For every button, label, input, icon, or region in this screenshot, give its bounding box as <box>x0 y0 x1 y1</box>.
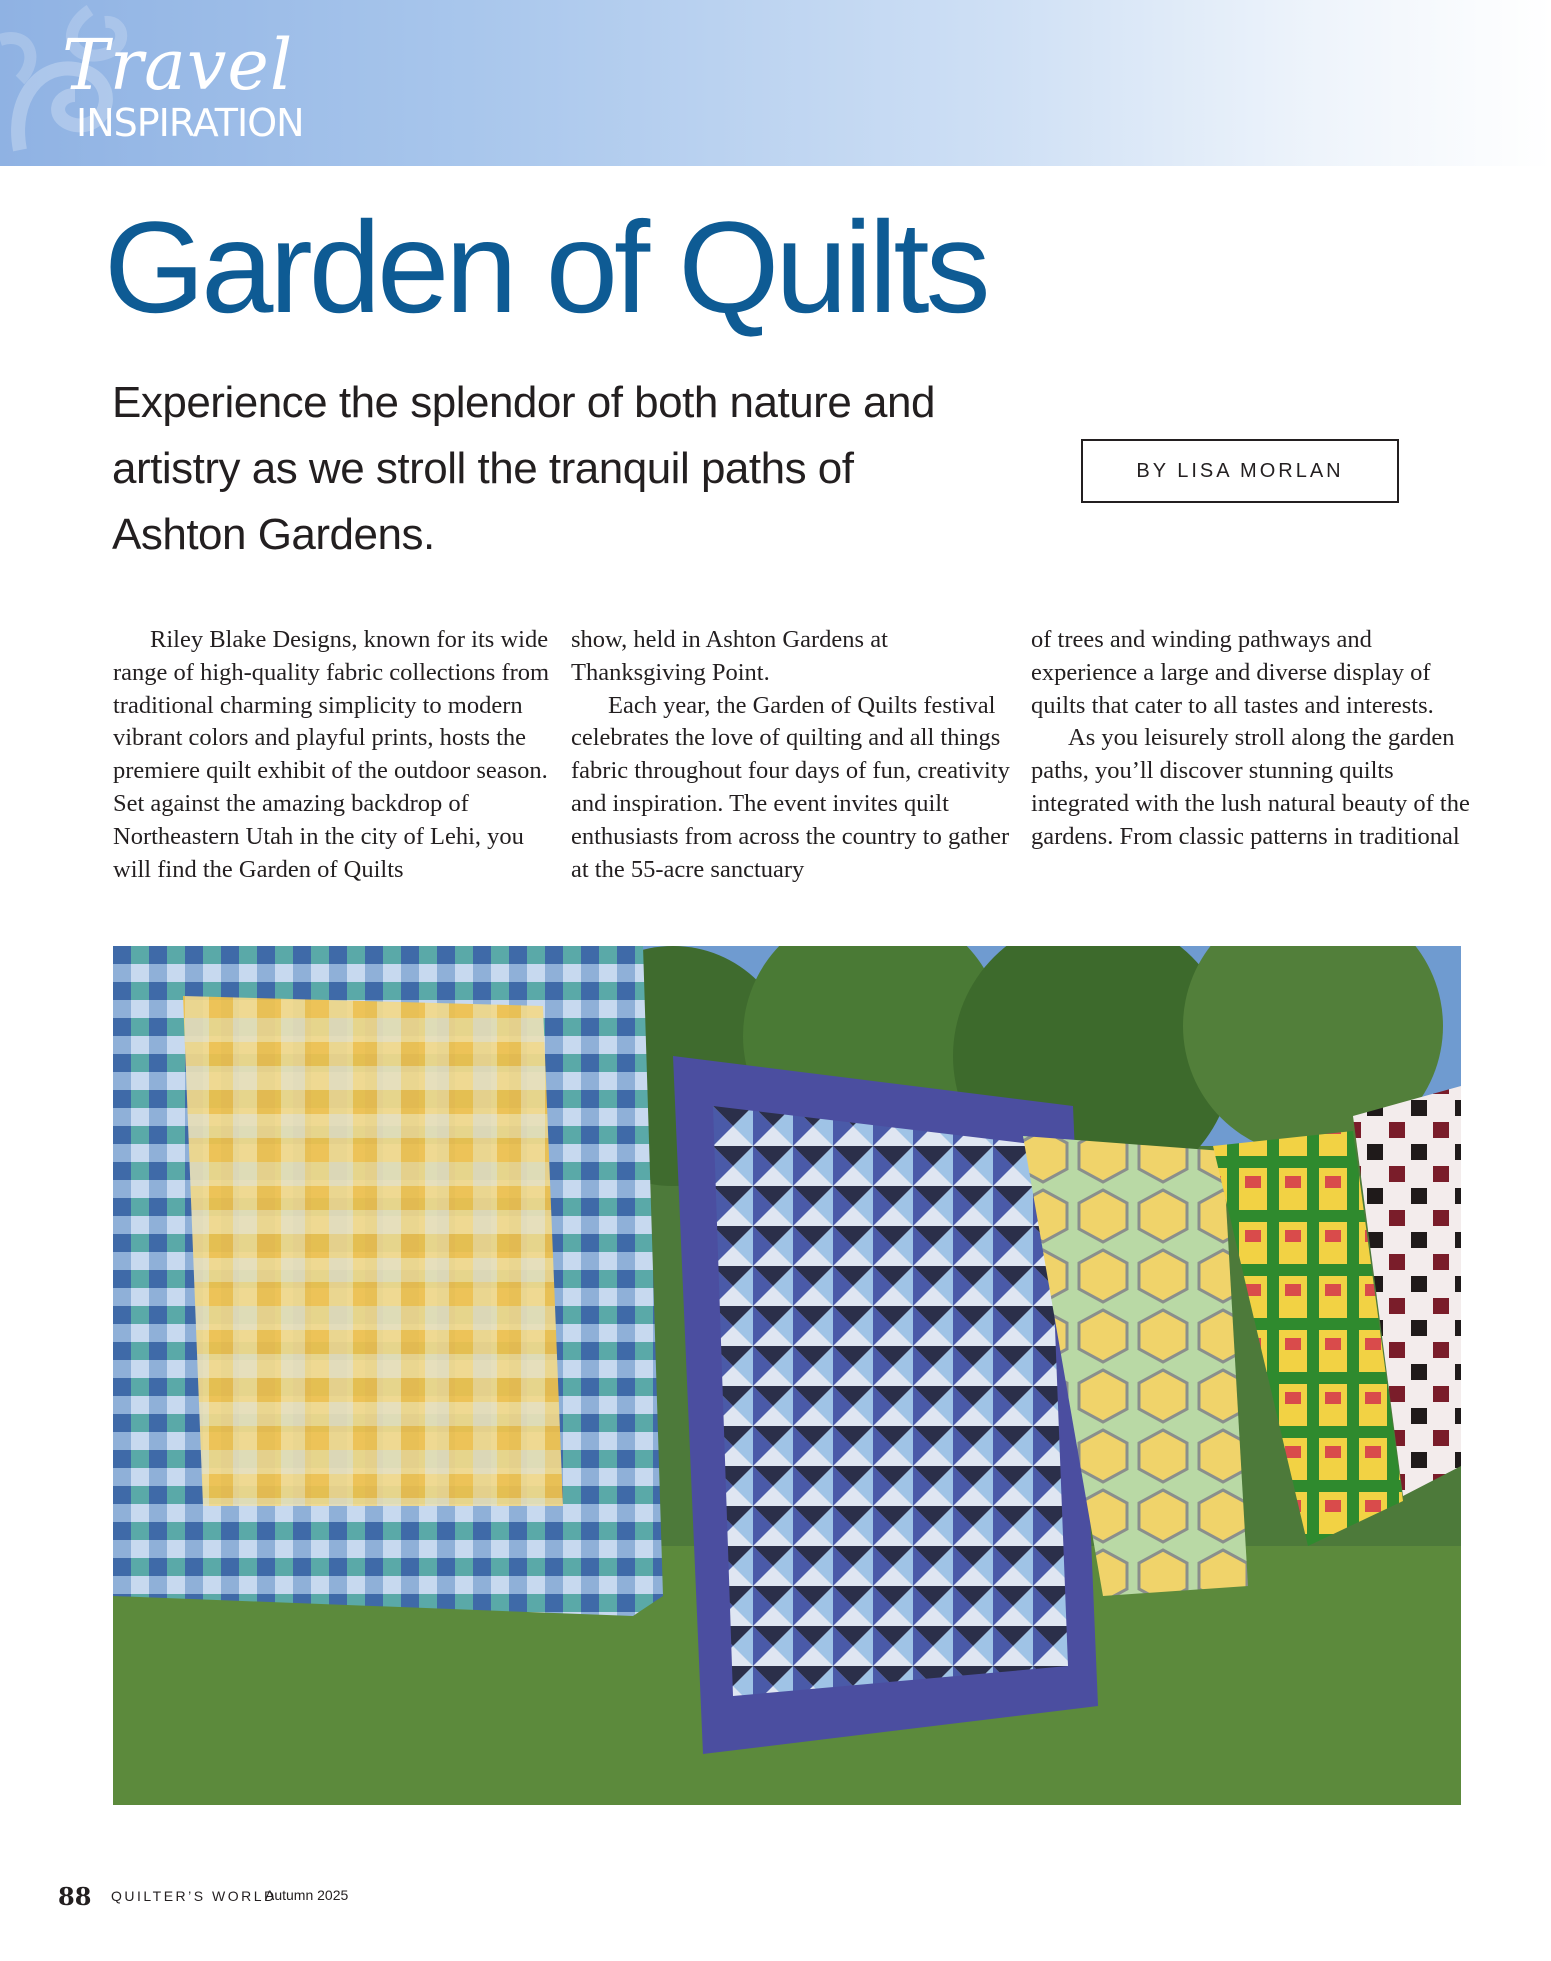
article-deck: Experience the splendor of both nature and artistry as we stroll the tranquil paths of Ashton Gardens. <box>112 378 935 559</box>
quilts-photo-illustration <box>113 946 1461 1805</box>
body-column-3 <box>1031 624 1471 854</box>
body-paragraph: Each year, the Garden of Quilts festival celebrates the love of quilting and all things fabric throughout four days of fun, creativity and inspiration. The event invites quilt enthusiasts from across the country to gather at the 55-acre sanctuary <box>571 691 1010 883</box>
article-title: Garden of Quilts <box>104 194 987 340</box>
page-number: 88 <box>58 1882 92 1911</box>
body-paragraph: As you leisurely stroll along the garden paths, you’ll discover stunning quilts integrated with the lush natural beauty of the gardens. From classic patterns in traditional <box>1031 724 1470 850</box>
issue-date: Autumn 2025 <box>265 1887 349 1903</box>
magazine-name: QUILTER’S WORLD <box>111 1888 277 1904</box>
section-label: INSPIRATION <box>76 101 304 145</box>
body-paragraph: of trees and winding pathways and experience a large and diverse display of quilts that cater to all tastes and interests. <box>1031 626 1434 719</box>
body-paragraph: Riley Blake Designs, known for its wide range of high-quality fabric collections from traditional charming simplicity to modern vibrant colors and playful prints, hosts the premiere quilt exhibit of the outdoor season. Set against the amazing backdrop of Northeastern Utah in the city of Lehi, you will find the Garden of Quilts <box>113 626 550 883</box>
body-column-2 <box>571 624 1011 886</box>
body-paragraph: show, held in Ashton Gardens at Thanksgiving Point. <box>571 626 888 686</box>
section-script-title: Travel <box>62 24 294 106</box>
byline-text: BY LISA MORLAN <box>1136 459 1344 482</box>
quilts-photo <box>113 946 1461 1805</box>
body-column-1 <box>113 624 553 886</box>
section-banner <box>0 0 1551 166</box>
byline-box <box>1081 439 1399 503</box>
